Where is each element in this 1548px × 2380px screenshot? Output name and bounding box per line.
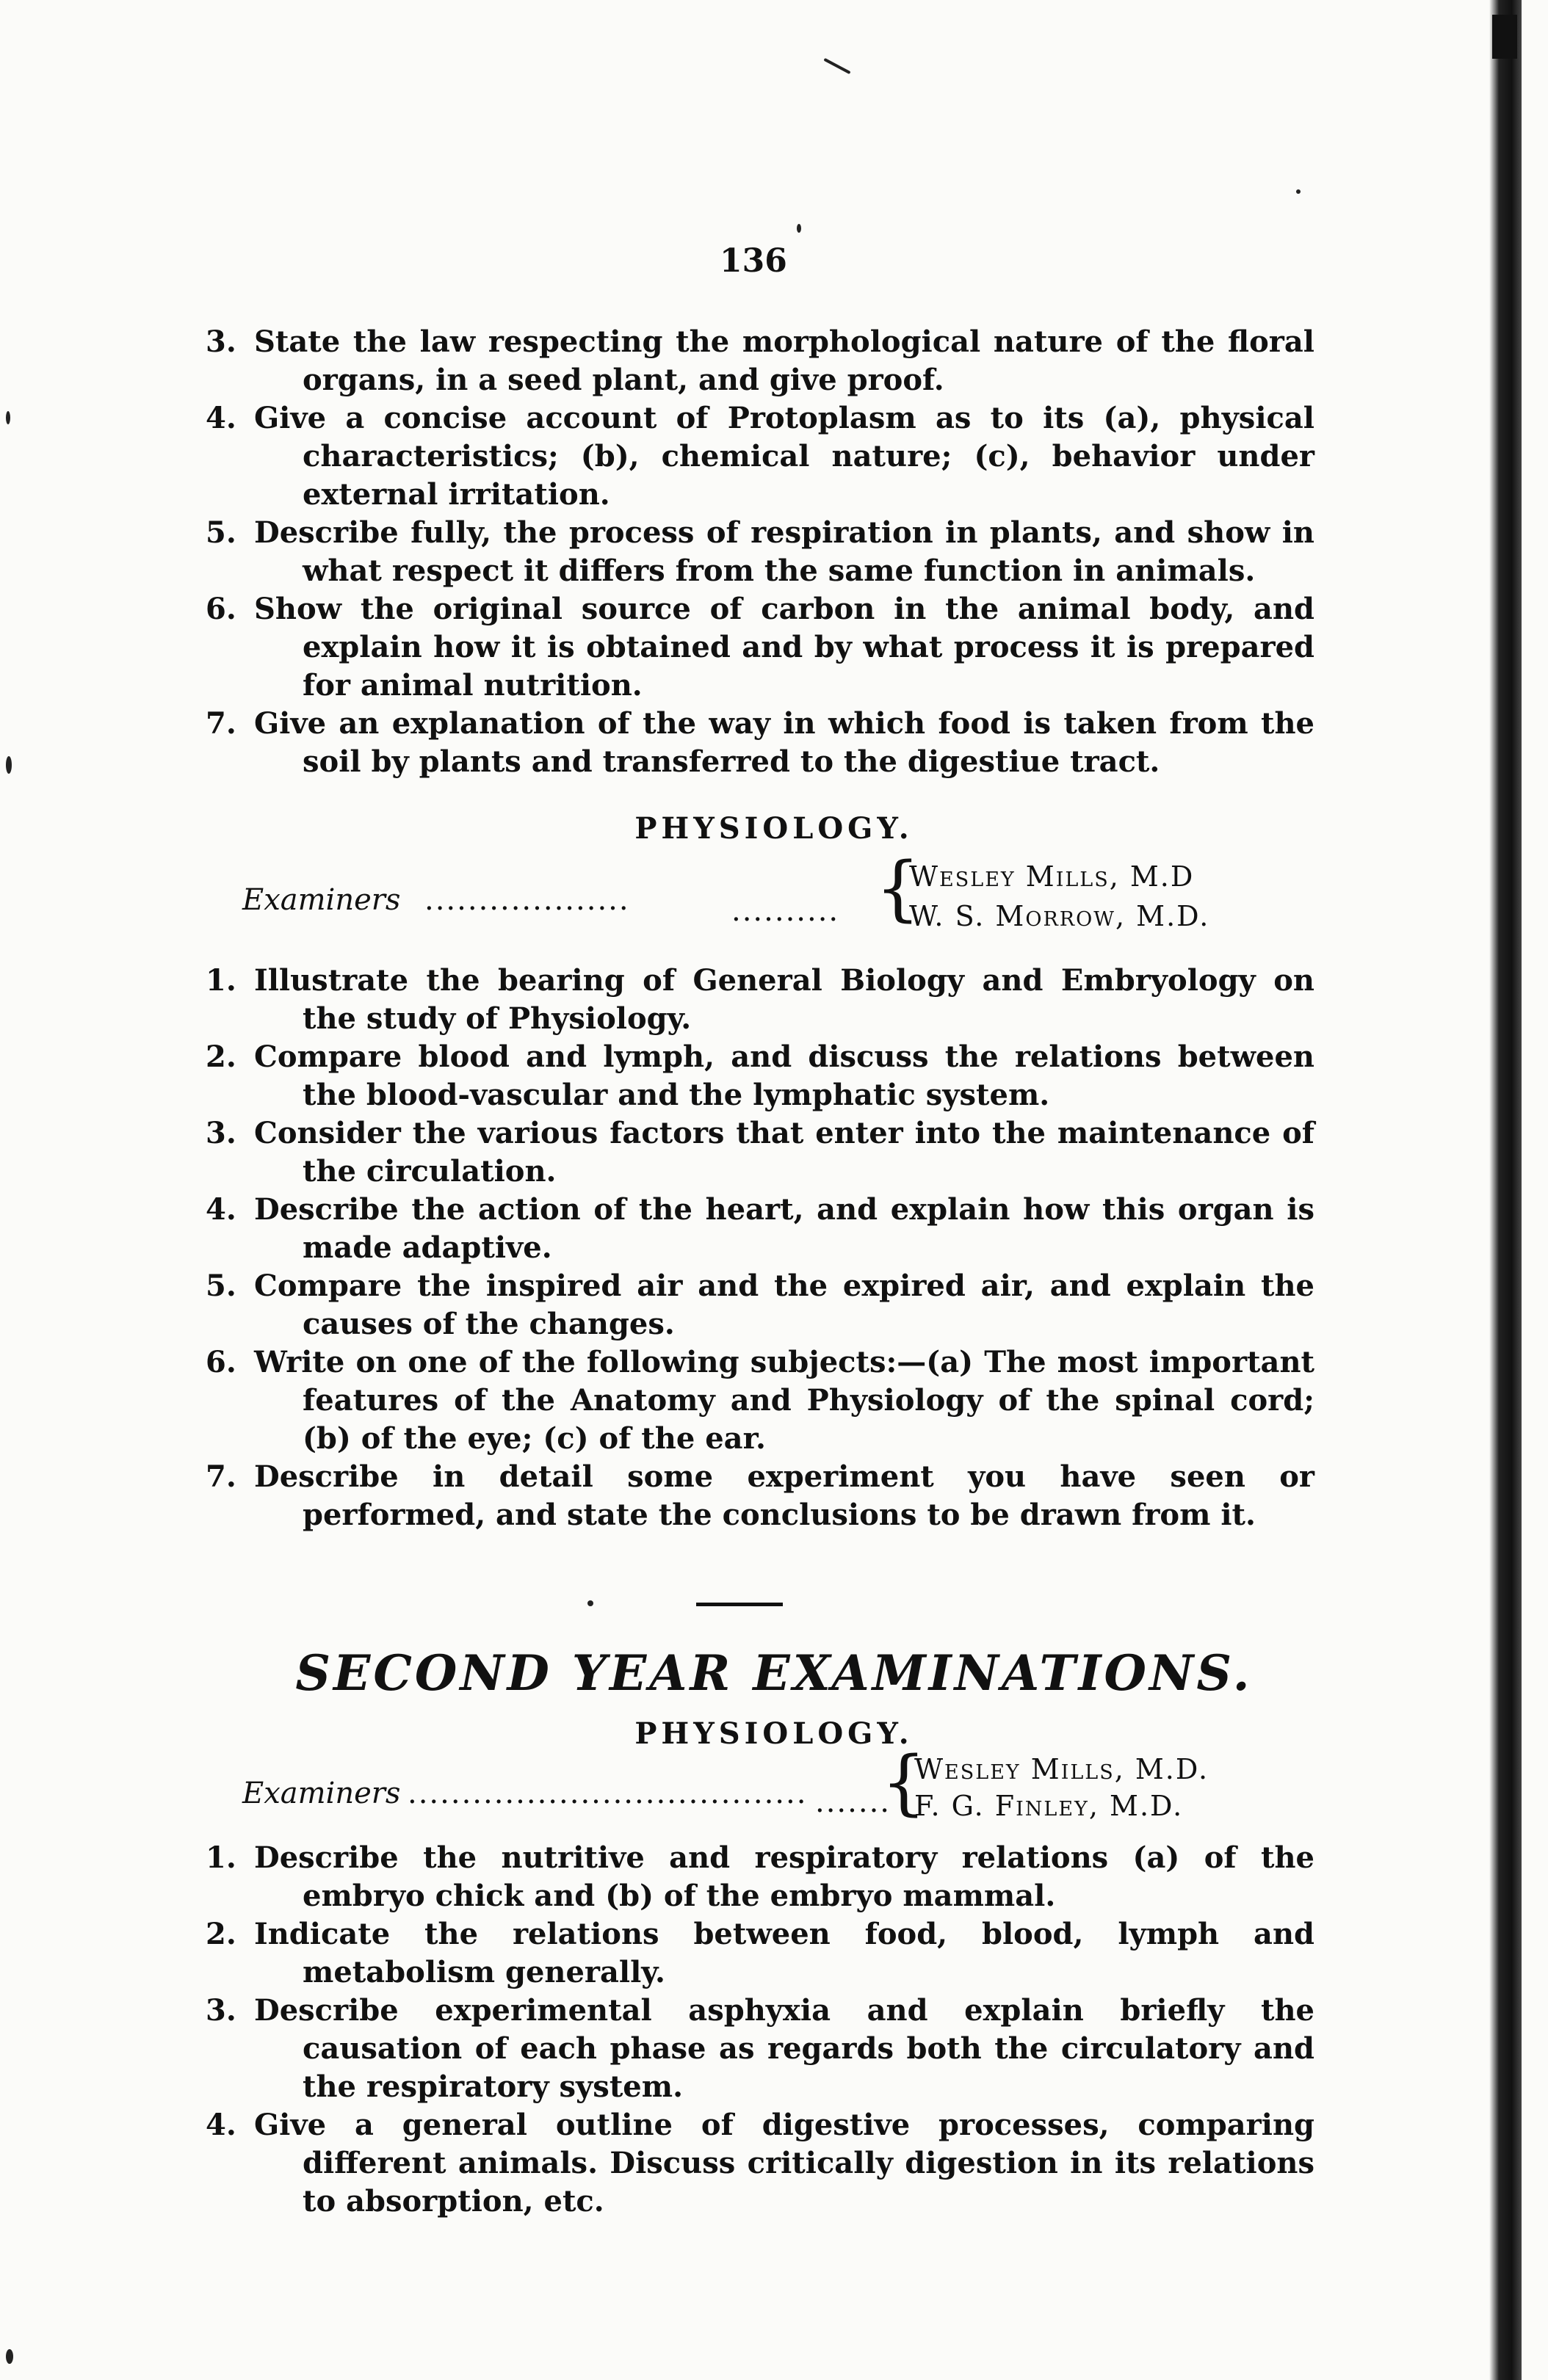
dot-leader: ................... — [424, 883, 630, 917]
scan-speck — [6, 756, 12, 774]
question-item: 4. Describe the action of the heart, and explain how this organ is made adaptive. — [206, 1192, 1314, 1265]
binding-tab — [1492, 15, 1517, 59]
scan-speck — [823, 58, 850, 74]
question-item: 7. Give an explanation of the way in which food is taken from the soil by plants and transferred to the digestiue tract. — [206, 706, 1314, 779]
question-item: 6. Show the original source of carbon in the animal body, and explain how it is obtained and by what process it is prepared for animal nutrition. — [206, 592, 1314, 703]
examiner-name: Wesley Mills, M.D. — [914, 1753, 1209, 1785]
question-item: 5. Compare the inspired air and the expired air, and explain the causes of the changes. — [206, 1269, 1314, 1341]
brace-glyph: { — [881, 1741, 927, 1824]
question-item: 3. Consider the various factors that enter into the maintenance of the circulation. — [206, 1116, 1314, 1189]
examiner-name: F. G. Finley, M.D. — [914, 1790, 1184, 1822]
question-list-physiology — [206, 962, 1314, 1534]
question-item: 5. Describe fully, the process of respiration in plants, and show in what respect it differs from the same function in animals. — [206, 515, 1314, 588]
scan-speck — [797, 224, 801, 233]
question-list-second-year — [206, 1839, 1314, 2221]
scan-speck — [6, 2349, 13, 2364]
scan-speck — [1296, 189, 1301, 194]
question-item: 4. Give a general outline of digestive processes, comparing different animals. Discuss critically digestion in its relations to absorption, etc. — [206, 2108, 1314, 2218]
brace-glyph: { — [875, 847, 921, 929]
question-item: 7. Describe in detail some experiment you have seen or performed, and state the conclusions to be drawn from it. — [206, 1459, 1314, 1532]
section-heading-physiology-second: PHYSIOLOGY. — [634, 1716, 914, 1751]
second-year-title: SECOND YEAR EXAMINATIONS. — [295, 1644, 1253, 1702]
question-item: 6. Write on one of the following subjects:—(a) The most important features of the Anatomy and Physiology of the spinal cord; (b) of the eye; (c) of the ear. — [206, 1345, 1314, 1456]
question-item: 3. Describe experimental asphyxia and explain briefly the causation of each phase as regards both the circulatory and the respiratory system. — [206, 1993, 1314, 2104]
scan-speck — [6, 411, 10, 424]
examiners-label: Examiners — [242, 1777, 401, 1810]
binding-edge — [1489, 0, 1522, 2380]
scan-speck — [587, 1600, 593, 1606]
dot-leader: ....... — [815, 1785, 891, 1819]
question-list-botany — [206, 323, 1314, 781]
section-divider — [696, 1603, 783, 1606]
question-item: 4. Give a concise account of Protoplasm as to its (a), physical characteristics; (b), chemical nature; (c), behavior under external irritation. — [206, 401, 1314, 512]
examiners-label: Examiners — [242, 883, 401, 917]
examiner-name: W. S. Morrow, M.D. — [909, 900, 1210, 932]
question-item: 1. Illustrate the bearing of General Biology and Embryology on the study of Physiology. — [206, 963, 1314, 1036]
dot-leader: .......... — [731, 894, 840, 928]
question-item: 3. State the law respecting the morphological nature of the floral organs, in a seed plant, and give proof. — [206, 324, 1314, 397]
question-item: 1. Describe the nutritive and respiratory relations (a) of the embryo chick and (b) of the embryo mammal. — [206, 1840, 1314, 1913]
question-item: 2. Compare blood and lymph, and discuss the relations between the blood-vascular and the lymphatic system. — [206, 1040, 1314, 1112]
question-item: 2. Indicate the relations between food, blood, lymph and metabolism generally. — [206, 1917, 1314, 1989]
dot-leader: ..................................... — [408, 1777, 808, 1810]
examiner-name: Wesley Mills, M.D — [909, 860, 1195, 893]
page-number: 136 — [720, 242, 787, 280]
section-heading-physiology: PHYSIOLOGY. — [634, 811, 914, 846]
